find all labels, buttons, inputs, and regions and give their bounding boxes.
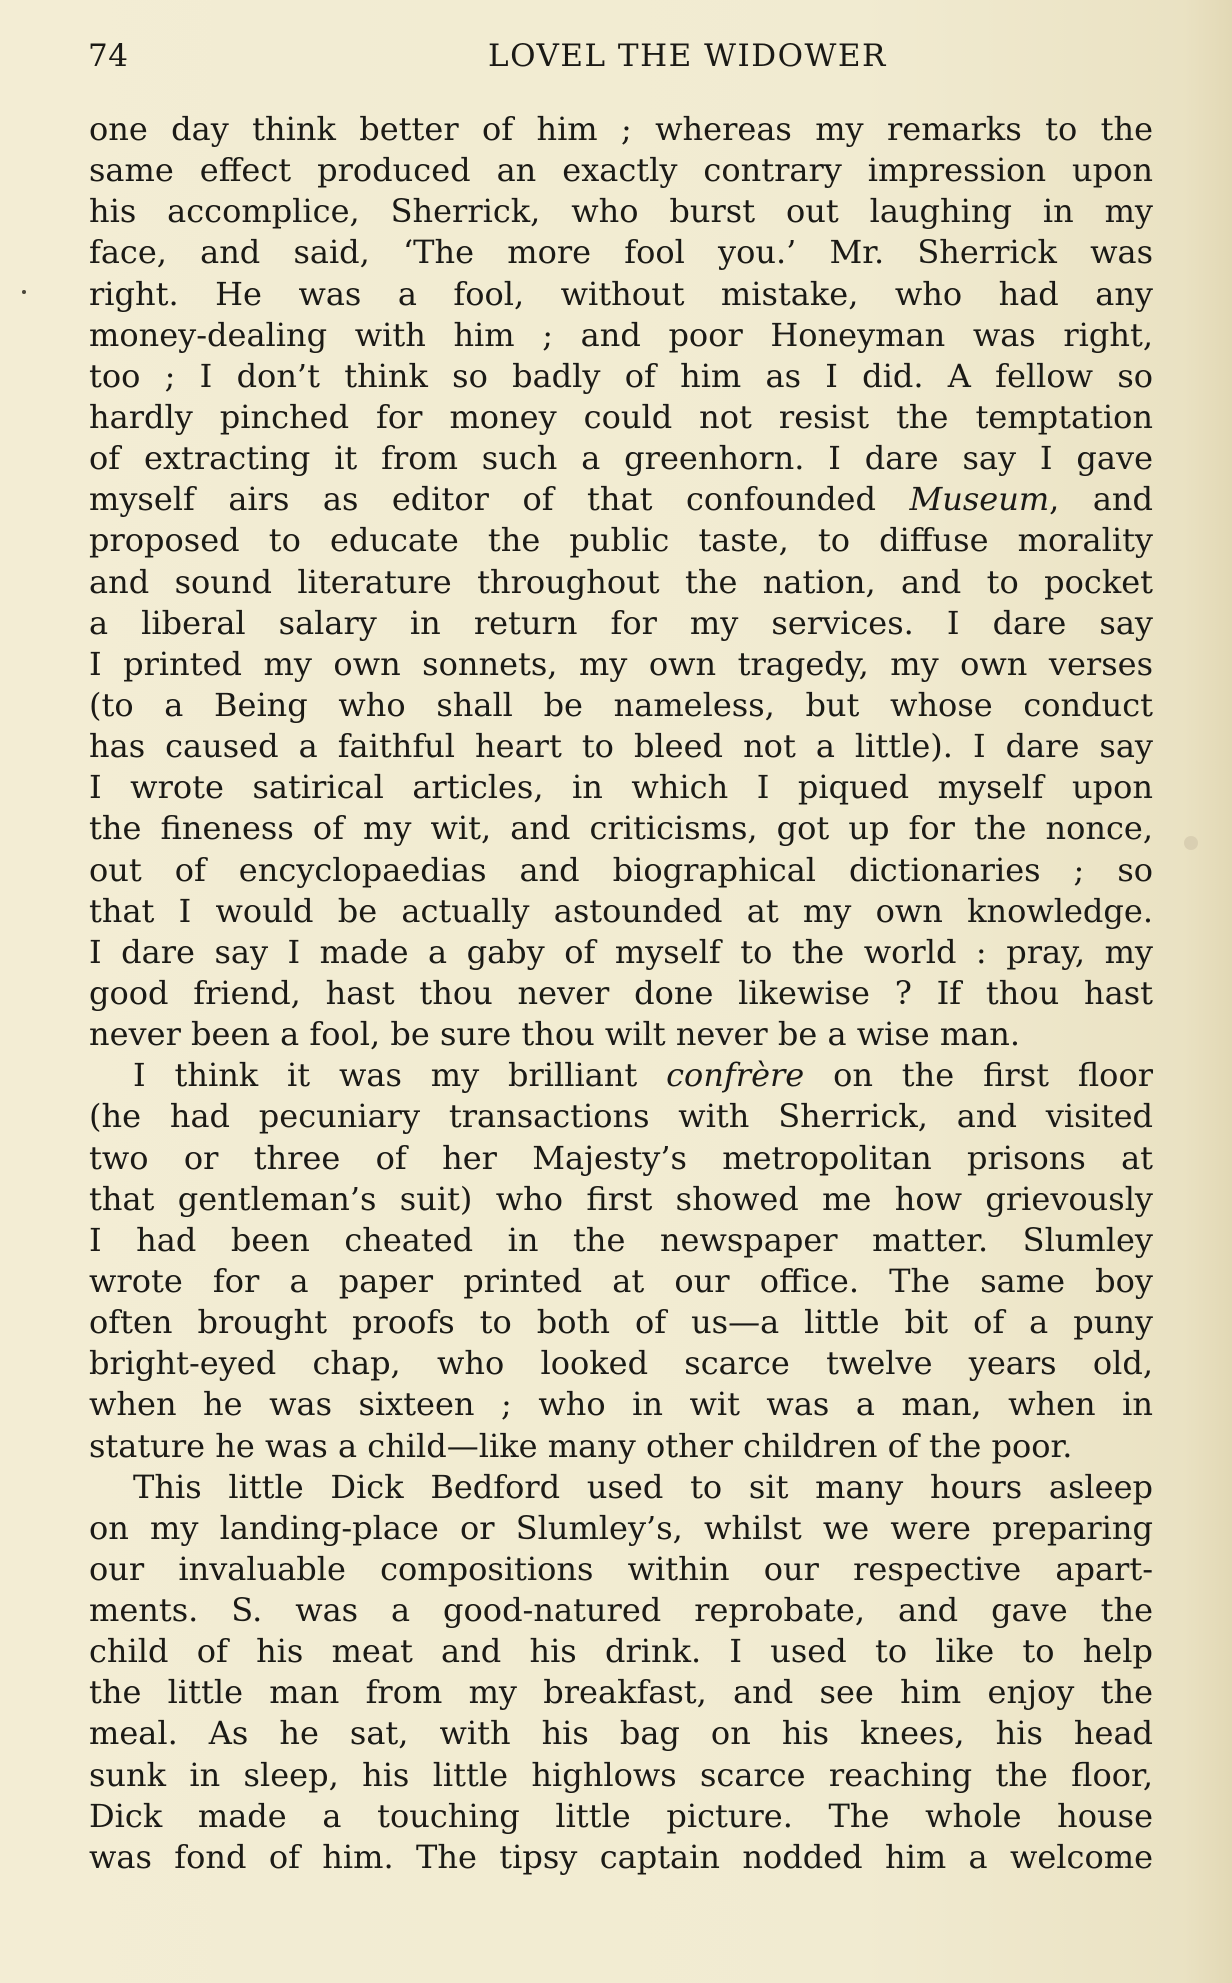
text-line: too ; I don’t think so badly of him as I did. A fellow so bbox=[89, 356, 1153, 395]
text-line: myself airs as editor of that confounded Museum, and bbox=[89, 480, 1153, 519]
text-line: the little man from my breakfast, and see him enjoy the bbox=[89, 1673, 1153, 1712]
margin-speck bbox=[22, 290, 26, 294]
text-line: two or three of her Majesty’s metropolitan prisons at bbox=[89, 1138, 1153, 1177]
text-line: I think it was my brilliant confrère on the first floor bbox=[133, 1056, 1153, 1095]
text-line: child of his meat and his drink. I used to like to help bbox=[89, 1632, 1153, 1671]
text-line: that gentleman’s suit) who first showed me how grievously bbox=[89, 1179, 1153, 1218]
text-line: and sound literature throughout the nation, and to pocket bbox=[89, 562, 1153, 601]
text-line: when he was sixteen ; who in wit was a man, when in bbox=[89, 1385, 1153, 1424]
text-line: has caused a faithful heart to bleed not a little). I dare say bbox=[89, 727, 1153, 766]
text-line: right. He was a fool, without mistake, who had any bbox=[89, 274, 1153, 313]
text-line: wrote for a paper printed at our office. The same boy bbox=[89, 1261, 1153, 1300]
text-line: often brought proofs to both of us—a little bit of a puny bbox=[89, 1303, 1153, 1342]
text-line: sunk in sleep, his little highlows scarce reaching the floor, bbox=[89, 1755, 1153, 1794]
text-line: proposed to educate the public taste, to diffuse morality bbox=[89, 521, 1153, 560]
text-line: meal. As he sat, with his bag on his knees, his head bbox=[89, 1714, 1153, 1753]
text-line: ments. S. was a good-natured reprobate, and gave the bbox=[89, 1591, 1153, 1630]
body-text bbox=[89, 109, 1153, 1878]
text-line: same effect produced an exactly contrary impression upon bbox=[89, 151, 1153, 190]
text-line: stature he was a child—like many other children of the poor. bbox=[89, 1426, 1073, 1465]
text-line: I had been cheated in the newspaper matter. Slumley bbox=[89, 1220, 1153, 1259]
text-line: (he had pecuniary transactions with Sherrick, and visited bbox=[89, 1097, 1153, 1136]
text-line: Dick made a touching little picture. The whole house bbox=[89, 1796, 1153, 1835]
text-line: was fond of him. The tipsy captain nodded him a welcome bbox=[89, 1837, 1153, 1876]
text-line: I printed my own sonnets, my own tragedy, my own verses bbox=[89, 644, 1153, 683]
paper-stain bbox=[1184, 836, 1198, 850]
text-line: money-dealing with him ; and poor Honeyman was right, bbox=[89, 315, 1153, 354]
text-line: never been a fool, be sure thou wilt never be a wise man. bbox=[89, 1015, 1021, 1054]
text-line: I dare say I made a gaby of myself to the world : pray, my bbox=[89, 932, 1153, 971]
page-number: 74 bbox=[88, 38, 129, 74]
text-line: (to a Being who shall be nameless, but whose conduct bbox=[89, 685, 1153, 724]
text-line: bright-eyed chap, who looked scarce twelve years old, bbox=[89, 1344, 1153, 1383]
text-line: our invaluable compositions within our respective apart- bbox=[89, 1549, 1153, 1588]
text-line: I wrote satirical articles, in which I piqued myself upon bbox=[89, 768, 1153, 807]
text-line: the fineness of my wit, and criticisms, got up for the nonce, bbox=[89, 809, 1153, 848]
text-line: out of encyclopaedias and biographical dictionaries ; so bbox=[89, 850, 1153, 889]
page-header bbox=[88, 34, 1153, 84]
text-line: his accomplice, Sherrick, who burst out laughing in my bbox=[89, 192, 1153, 231]
text-line: on my landing-place or Slumley’s, whilst we were preparing bbox=[89, 1508, 1153, 1547]
text-line: of extracting it from such a greenhorn. I dare say I gave bbox=[89, 439, 1153, 478]
text-line: hardly pinched for money could not resist the temptation bbox=[89, 397, 1153, 436]
text-line: good friend, hast thou never done likewise ? If thou hast bbox=[89, 973, 1153, 1012]
text-line: a liberal salary in return for my services. I dare say bbox=[89, 603, 1153, 642]
text-line: face, and said, ‘The more fool you.’ Mr. Sherrick was bbox=[89, 233, 1153, 272]
running-title: LOVEL THE WIDOWER bbox=[488, 38, 887, 74]
text-line: one day think better of him ; whereas my remarks to the bbox=[89, 110, 1153, 148]
text-line: that I would be actually astounded at my own knowledge. bbox=[89, 891, 1153, 930]
text-line: This little Dick Bedford used to sit many hours asleep bbox=[133, 1467, 1153, 1506]
